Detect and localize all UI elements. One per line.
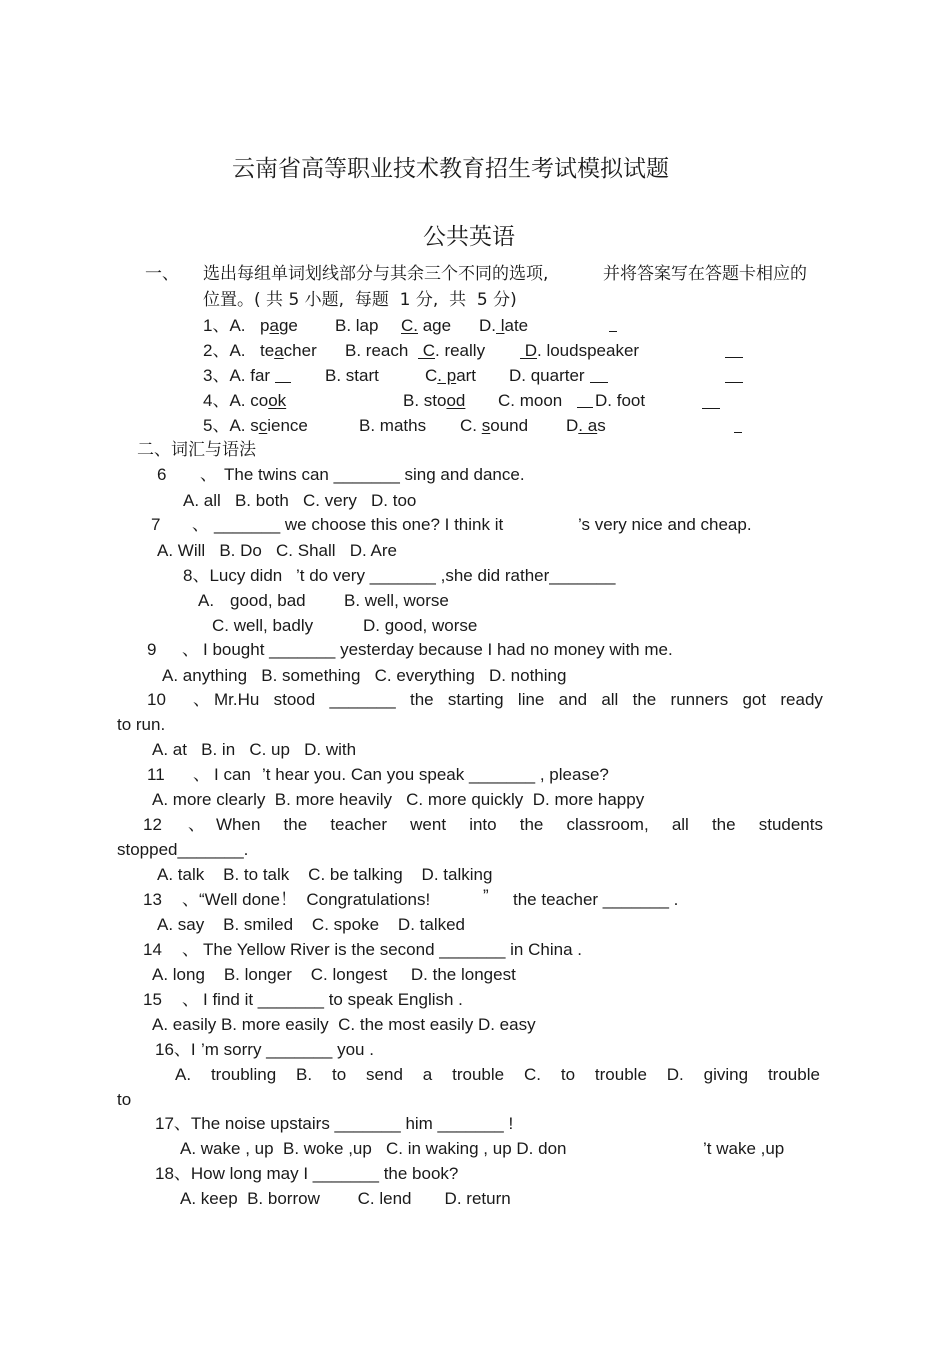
question-stem: When the teacher went into the classroom, all the students (216, 815, 823, 834)
question-stem: the teacher _______ . (513, 890, 679, 909)
question-stem: I find it _______ to speak English . (203, 990, 463, 1009)
question-options: A. long B. longer C. longest D. the longest (152, 965, 516, 984)
question-separator: 、 (182, 890, 199, 909)
option-d: D. quarter (509, 366, 585, 385)
question-separator: 、 (192, 515, 209, 534)
question-number: 15 (143, 990, 162, 1009)
instruction-text: 并将答案写在答题卡相应的 (603, 264, 807, 284)
question-stem: _______ we choose this one? I think it (214, 515, 504, 534)
question-options: A. Will B. Do C. Shall D. Are (157, 541, 397, 560)
question-separator: 、 (193, 690, 210, 709)
option-b: B. well, worse (344, 591, 449, 610)
underline-mark (275, 382, 291, 383)
instruction-text: 选出每组单词划线部分与其余三个不同的选项, (203, 264, 549, 284)
question-separator: 、 (182, 940, 199, 959)
question-options: A. keep B. borrow C. lend D. return (180, 1189, 511, 1208)
answer-blank (725, 382, 743, 383)
question-options: A. talk B. to talk C. be talking D. talking (157, 865, 493, 884)
underline-mark (590, 382, 608, 383)
question-number: 6 (157, 465, 167, 484)
option-a: teacher (260, 341, 317, 360)
page-title: 云南省高等职业技术教育招生考试模拟试题 (232, 156, 669, 182)
question-separator: 、 (193, 765, 210, 784)
question-number: 1、A. (203, 316, 246, 335)
section-number: 一、 (145, 264, 179, 284)
question-number: 5、A. science (203, 416, 308, 435)
question-stem: 16、I (155, 1040, 196, 1059)
question-separator: 、 (188, 815, 205, 834)
question-stem: 8、Lucy didn (183, 566, 283, 585)
question-separator: 、 (182, 640, 199, 659)
question-stem: I bought _______ yesterday because I had no money with me. (203, 640, 673, 659)
option-b: B. reach (345, 341, 409, 360)
answer-blank (734, 432, 742, 433)
question-options-continued: to (117, 1090, 132, 1109)
option-d: D. good, worse (363, 616, 478, 635)
question-options: ’t wake ,up (703, 1139, 785, 1158)
option-c: C. really (418, 341, 486, 360)
option-b: B. stood (403, 391, 466, 410)
question-options: A. all B. both C. very D. too (183, 491, 417, 510)
question-stem: The Yellow River is the second _______ in China . (203, 940, 582, 959)
question-options: A. at B. in C. up D. with (152, 740, 357, 759)
option-c: C. age (401, 316, 452, 335)
option-a-label: A. (198, 591, 215, 610)
answer-blank (609, 331, 617, 332)
question-options: A. anything B. something C. everything D. nothing (162, 666, 567, 685)
question-stem: “Well done！ Congratulations! (199, 890, 431, 909)
option-c: C. part (425, 366, 477, 385)
question-options: A. more clearly B. more heavily C. more quickly D. more happy (152, 790, 645, 809)
question-separator: 、 (182, 990, 199, 1009)
question-number: 10 (147, 690, 166, 709)
option-c: C. sound (460, 416, 529, 435)
question-stem: 18、How long may I _______ the book? (155, 1164, 459, 1183)
option-b: B. start (325, 366, 379, 385)
question-stem: 17、The noise upstairs _______ him _______ ! (155, 1114, 514, 1133)
answer-blank (725, 357, 743, 358)
question-separator: 、 (200, 465, 217, 484)
question-number: 12 (143, 815, 162, 834)
underline-mark (577, 407, 593, 408)
question-stem: ” (483, 886, 489, 905)
option-a: good, bad (230, 591, 306, 610)
question-options: A. troubling B. to send a trouble C. to trouble D. giving trouble (175, 1065, 820, 1084)
instruction-text: 位置。( 共 5 小题, 每题 1 分, 共 5 分) (203, 290, 517, 310)
question-options: A. wake , up B. woke ,up C. in waking , up D. don (180, 1139, 567, 1158)
question-options: A. easily B. more easily C. the most easily D. easy (152, 1015, 536, 1034)
question-stem: The twins can _______ sing and dance. (224, 465, 525, 484)
option-b: B. lap (335, 316, 379, 335)
answer-blank (702, 408, 720, 409)
option-b: B. maths (359, 416, 427, 435)
question-stem: I can (214, 765, 251, 784)
question-stem: ’t do very _______ ,she did rather_______ (296, 566, 616, 585)
question-number: 11 (147, 765, 165, 784)
option-a: page (260, 316, 298, 335)
option-d: D. loudspeaker (520, 341, 640, 360)
question-options: A. say B. smiled C. spoke D. talked (157, 915, 466, 934)
question-number: 7 (151, 515, 161, 534)
question-number: 2、A. (203, 341, 246, 360)
option-d: D. foot (595, 391, 646, 410)
section-heading: 二、词汇与语法 (137, 440, 256, 460)
question-stem: Mr.Hu stood _______ the starting line and all the runners got ready (214, 690, 823, 709)
question-stem-continued: to run. (117, 715, 166, 734)
option-d: D. late (479, 316, 529, 335)
subject-title: 公共英语 (423, 224, 515, 250)
option-c: C. well, badly (212, 616, 314, 635)
question-number: 4、A. cook (203, 391, 287, 410)
question-stem: ’s very nice and cheap. (578, 515, 752, 534)
question-stem-continued: stopped_______. (117, 840, 249, 859)
question-stem: ’t hear you. Can you speak _______ , please? (262, 765, 609, 784)
question-number: 9 (147, 640, 157, 659)
question-number: 14 (143, 940, 162, 959)
question-number: 3、A. far (203, 366, 271, 385)
question-stem: ’m sorry _______ you . (201, 1040, 374, 1059)
option-d: D. as (566, 416, 606, 435)
question-number: 13 (143, 890, 162, 909)
option-c: C. moon (498, 391, 563, 410)
